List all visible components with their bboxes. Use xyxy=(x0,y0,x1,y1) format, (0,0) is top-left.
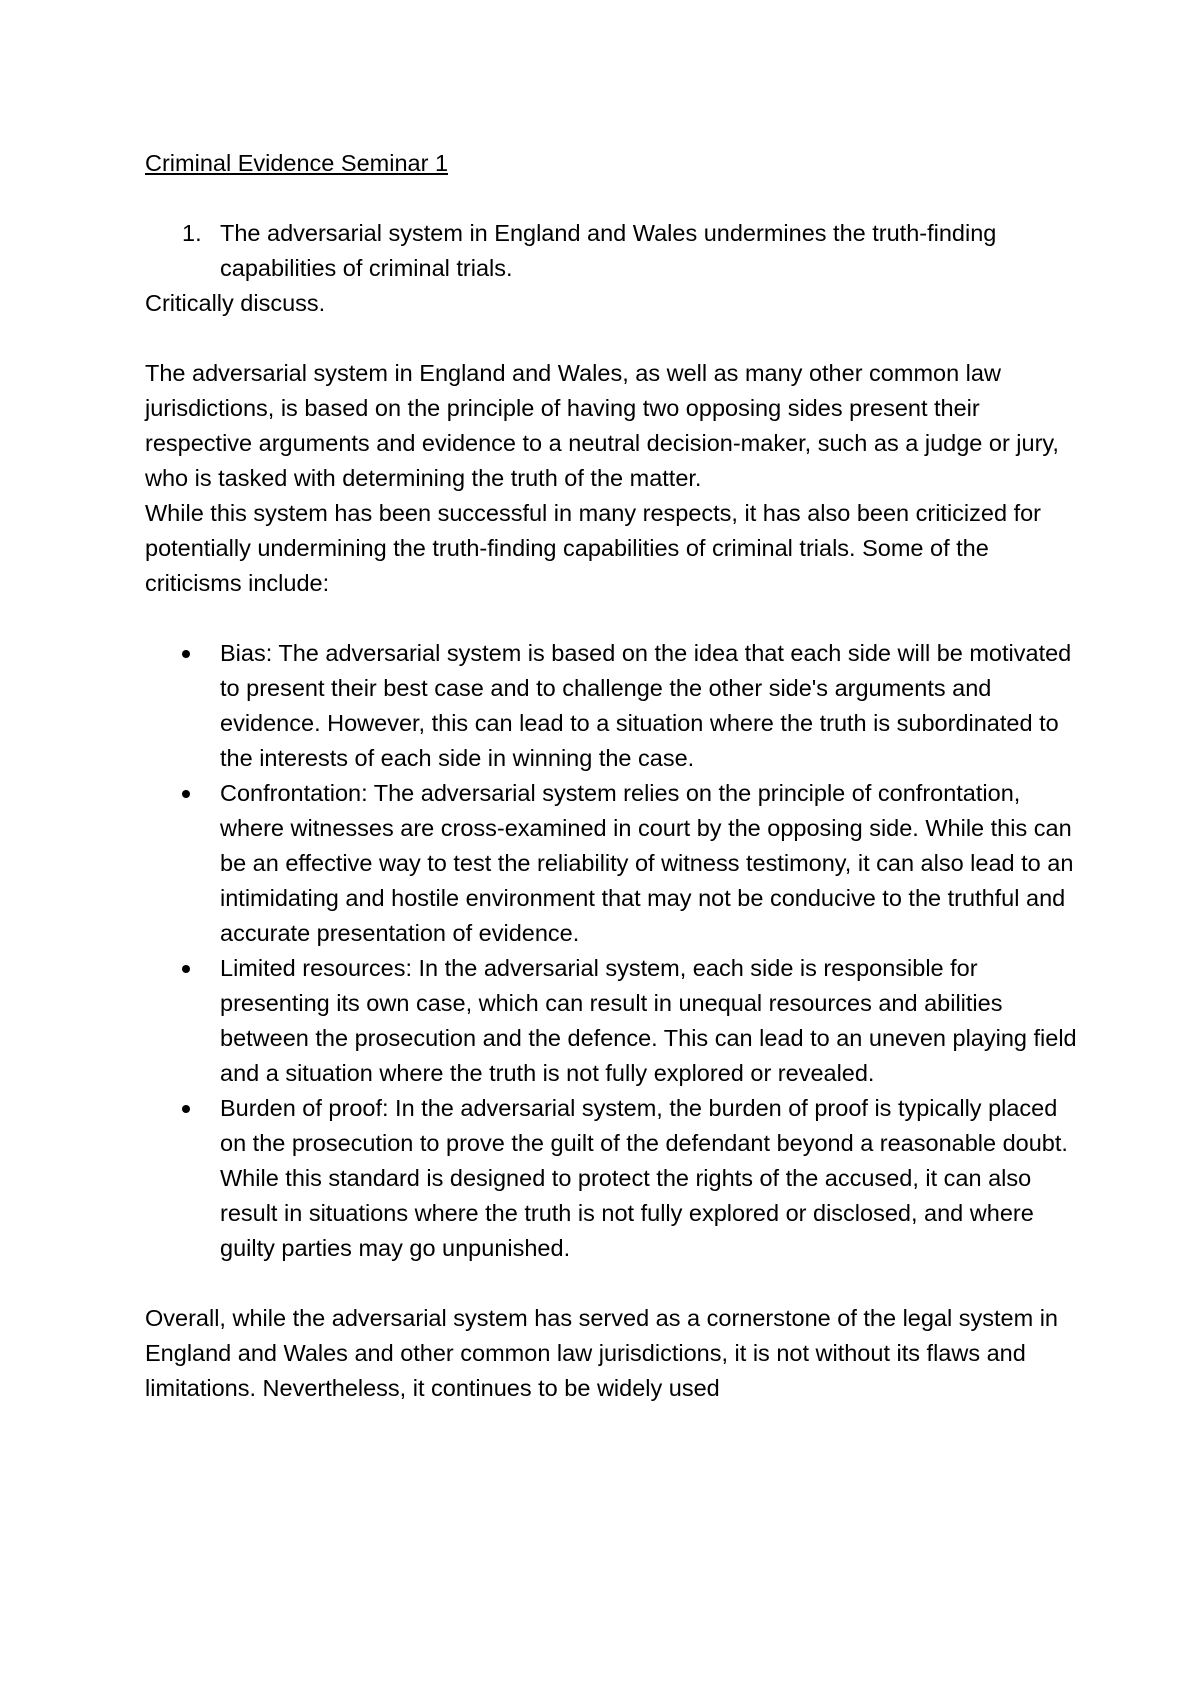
criticism-list xyxy=(145,636,1080,1266)
bullet-icon xyxy=(182,1105,190,1113)
list-item xyxy=(145,636,1080,776)
question-number: 1. xyxy=(182,220,202,246)
bullet-text: Confrontation: The adversarial system relies on the principle of confrontation, where witnesses are cross-examined in court by the opposing side. While this can be an effective way to test the reliability of witness testimony, it can also lead to an intimidating and hostile environment that may not be conducive to the truthful and accurate presentation of evidence. xyxy=(220,780,1074,946)
spacer xyxy=(145,601,1080,636)
bullet-text: Burden of proof: In the adversarial system, the burden of proof is typically placed on the prosecution to prove the guilt of the defendant beyond a reasonable doubt. While this standard is designed to protect the rights of the accused, it can also result in situations where the truth is not fully explored or disclosed, and where guilty parties may go unpunished. xyxy=(220,1095,1068,1261)
second-paragraph: While this system has been successful in many respects, it has also been criticized for potentially undermining the truth-finding capabilities of criminal trials. Some of the criticisms include: xyxy=(145,500,1041,596)
list-item xyxy=(145,1091,1080,1266)
bullet-text: Bias: The adversarial system is based on the idea that each side will be motivated to present their best case and to challenge the other side's arguments and evidence. However, this can lead to a situation where the truth is subordinated to the interests of each side in winning the case. xyxy=(220,640,1072,771)
list-item xyxy=(145,951,1080,1091)
spacer xyxy=(145,1266,1080,1301)
spacer xyxy=(145,321,1080,356)
instruction-text: Critically discuss. xyxy=(145,290,326,316)
question-text: The adversarial system in England and Wales undermines the truth-finding capabilities of criminal trials. xyxy=(220,220,997,281)
intro-paragraph: The adversarial system in England and Wales, as well as many other common law jurisdictions, is based on the principle of having two opposing sides present their respective arguments and evidence to a neutral decision-maker, such as a judge or jury, who is tasked with determining the truth of the matter. xyxy=(145,360,1059,491)
document-page xyxy=(145,146,1080,1406)
question-item xyxy=(145,216,1040,286)
document-title: Criminal Evidence Seminar 1 xyxy=(145,150,449,176)
spacer xyxy=(145,181,1080,216)
bullet-icon xyxy=(182,965,190,973)
bullet-icon xyxy=(182,650,190,658)
question-list xyxy=(145,216,1080,286)
list-item xyxy=(145,776,1080,951)
conclusion-paragraph: Overall, while the adversarial system has served as a cornerstone of the legal system in England and Wales and other common law jurisdictions, it is not without its flaws and limitations. Nevertheless, it continues to be widely used xyxy=(145,1305,1059,1401)
bullet-text: Limited resources: In the adversarial system, each side is responsible for presenting its own case, which can result in unequal resources and abilities between the prosecution and the defence. This can lead to an uneven playing field and a situation where the truth is not fully explored or revealed. xyxy=(220,955,1077,1086)
bullet-icon xyxy=(182,790,190,798)
